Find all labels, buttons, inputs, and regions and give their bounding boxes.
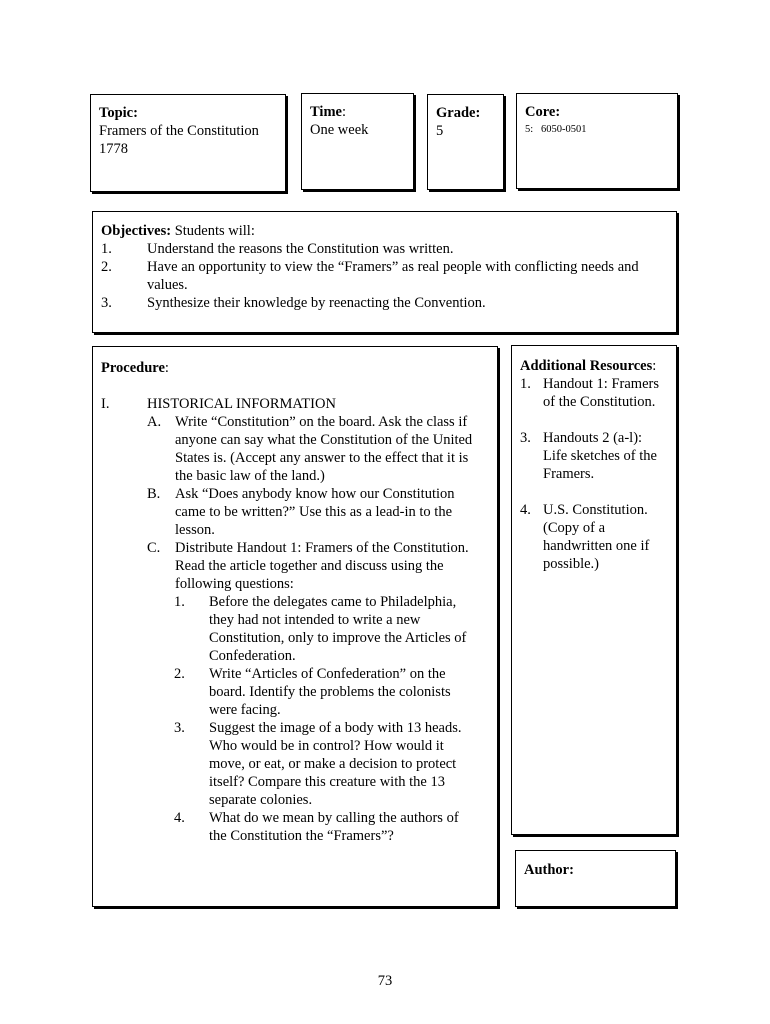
step-text: came to be written?” Use this as a lead-in to the — [175, 504, 453, 520]
objectives-box — [92, 211, 677, 333]
question-text: board. Identify the problems the colonists — [209, 684, 451, 700]
time-value: One week — [310, 122, 369, 138]
time-colon: : — [341, 104, 346, 120]
step-text: Ask “Does anybody know how our Constitution — [175, 486, 455, 502]
core-value: 5: 6050-0501 — [525, 124, 587, 135]
question-text: Who would be in control? How would it — [209, 738, 444, 754]
core-box — [516, 93, 678, 189]
question-text: move, or eat, or make a decision to protect — [209, 756, 457, 772]
procedure-section — [101, 395, 489, 413]
procedure-step — [101, 539, 489, 593]
resource-number: 4. — [520, 502, 531, 518]
question-text: Suggest the image of a body with 13 heads. — [209, 720, 462, 736]
topic-value-line-1: Framers of the Constitution — [99, 123, 259, 139]
topic-value-line-2: 1778 — [99, 141, 128, 157]
section-title: HISTORICAL INFORMATION — [147, 396, 336, 412]
objective-item — [101, 258, 668, 294]
objectives-label: Objectives: — [101, 223, 172, 239]
procedure-box — [92, 346, 498, 907]
question-text: were facing. — [209, 702, 281, 718]
question-text: they had not intended to write a new — [209, 612, 421, 628]
question-text: Confederation. — [209, 648, 296, 664]
procedure-step — [101, 485, 489, 539]
step-text: the basic law of the land.) — [175, 468, 325, 484]
topic-label: Topic: — [99, 105, 138, 121]
question-text: What do we mean by calling the authors of — [209, 810, 459, 826]
question-text: Constitution, only to improve the Articles of — [209, 630, 467, 646]
resources-colon: : — [652, 358, 657, 374]
resources-box — [511, 345, 677, 835]
topic-box — [90, 94, 286, 192]
resource-item — [520, 375, 668, 411]
objective-number: 2. — [101, 259, 112, 275]
procedure-heading — [101, 359, 489, 377]
objectives-heading — [101, 222, 668, 240]
resource-number: 1. — [520, 376, 531, 392]
question-text: Write “Articles of Confederation” on the — [209, 666, 446, 682]
question-number: 4. — [174, 810, 185, 826]
objective-number: 1. — [101, 241, 112, 257]
page-number: 73 — [377, 973, 393, 989]
resource-text: Life sketches of the — [543, 448, 657, 464]
objective-text: Have an opportunity to view the “Framers” as real people with conflicting needs and — [147, 259, 639, 275]
resource-text: of the Constitution. — [543, 394, 656, 410]
resource-number: 3. — [520, 430, 531, 446]
resource-text: handwritten one if — [543, 538, 650, 554]
grade-label: Grade: — [436, 105, 481, 121]
step-letter: A. — [147, 414, 162, 430]
objective-text: values. — [147, 277, 188, 293]
author-label: Author: — [524, 862, 574, 878]
procedure-label: Procedure — [101, 360, 165, 376]
resources-label: Additional Resources — [520, 358, 653, 374]
objective-text: Synthesize their knowledge by reenacting the Convention. — [147, 295, 486, 311]
resource-text: Framers. — [543, 466, 595, 482]
question-number: 1. — [174, 594, 185, 610]
resource-text: (Copy of a — [543, 520, 606, 536]
question-item — [101, 665, 489, 719]
core-label: Core: — [525, 104, 561, 120]
question-text: separate colonies. — [209, 792, 313, 808]
resource-text: Handout 1: Framers — [543, 376, 659, 392]
step-text: Distribute Handout 1: Framers of the Constitution. — [175, 540, 469, 556]
procedure-colon: : — [164, 360, 169, 376]
resource-text: U.S. Constitution. — [543, 502, 648, 518]
time-heading — [310, 103, 405, 121]
step-text: anyone can say what the Constitution of the United — [175, 432, 473, 448]
step-text: Read the article together and discuss using the — [175, 558, 444, 574]
objective-item — [101, 294, 668, 312]
question-item — [101, 809, 489, 845]
objective-item — [101, 240, 668, 258]
step-letter: B. — [147, 486, 161, 502]
grade-box — [427, 94, 504, 190]
question-text: itself? Compare this creature with the 13 — [209, 774, 445, 790]
resource-text: possible.) — [543, 556, 599, 572]
question-number: 3. — [174, 720, 185, 736]
question-text: Before the delegates came to Philadelphia, — [209, 594, 457, 610]
time-label: Time — [310, 104, 342, 120]
step-text: following questions: — [175, 576, 294, 592]
resource-item — [520, 429, 668, 483]
step-text: lesson. — [175, 522, 215, 538]
procedure-step — [101, 413, 489, 485]
question-text: the Constitution the “Framers”? — [209, 828, 394, 844]
resource-text: Handouts 2 (a-l): — [543, 430, 643, 446]
question-item — [101, 593, 489, 665]
question-number: 2. — [174, 666, 185, 682]
step-text: Write “Constitution” on the board. Ask the class if — [175, 414, 468, 430]
step-letter: C. — [147, 540, 161, 556]
section-number: I. — [101, 396, 110, 412]
objective-number: 3. — [101, 295, 112, 311]
step-text: States is. (Accept any answer to the effect that it is — [175, 450, 469, 466]
time-box — [301, 93, 414, 190]
objectives-intro: Students will: — [174, 223, 255, 239]
objective-text: Understand the reasons the Constitution was written. — [147, 241, 454, 257]
question-item — [101, 719, 489, 809]
resources-heading — [520, 357, 668, 375]
author-box — [515, 850, 676, 907]
grade-value: 5 — [436, 123, 444, 139]
resource-item — [520, 501, 668, 573]
